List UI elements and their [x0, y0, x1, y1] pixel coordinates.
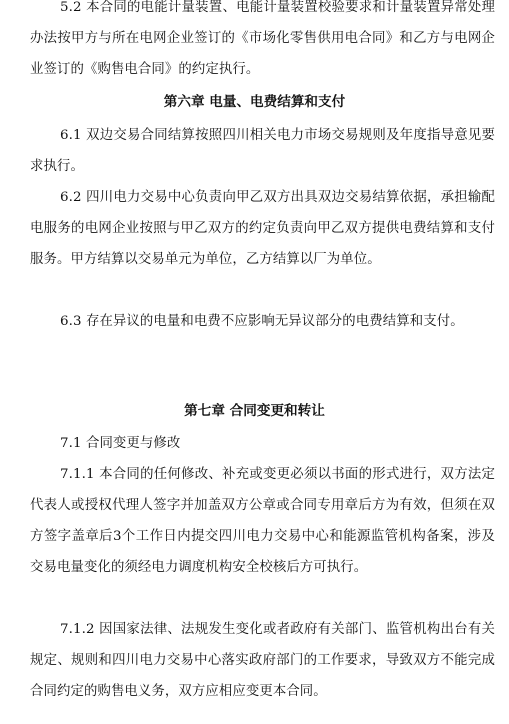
clause-7-1-1: 7.1.1 本合同的任何修改、补充或变更必须以书面的形式进行，双方法定代表人或授权代理人签字并加盖双方公章或合同专用章后方为有效，但须在双方签字盖章后3个工作日内提交四川电力交易中心和能源监管机构备案，涉及交易电量变化的须经电力调度机构安全校核后方可执行。	[30, 467, 495, 575]
clause-6-3: 6.3 存在异议的电量和电费不应影响无异议部分的电费结算和支付。	[60, 314, 464, 329]
chapter-6-heading: 第六章 电量、电费结算和支付	[163, 94, 346, 110]
clause-5-2: 5.2 本合同的电能计量装置、电能计量装置校验要求和计量装置异常处理办法按甲方与所在电网企业签订的《市场化零售供用电合同》和乙方与电网企业签订的《购售电合同》的约定执行。	[30, 0, 495, 77]
clause-6-2: 6.2 四川电力交易中心负责向甲乙双方出具双边交易结算依据，承担输配电服务的电网企业按照与甲乙双方的约定负责向甲乙双方提供电费结算和支付服务。甲方结算以交易单元为单位，乙方结算以厂为单位。	[30, 190, 495, 267]
clause-7-1: 7.1 合同变更与修改	[60, 436, 181, 451]
clause-7-1-2: 7.1.2 因国家法律、法规发生变化或者政府有关部门、监管机构出台有关规定、规则和四川电力交易中心落实政府部门的工作要求，导致双方不能完成合同约定的购售电义务，双方应相应变更本合同。	[30, 622, 495, 699]
clause-6-1: 6.1 双边交易合同结算按照四川相关电力市场交易规则及年度指导意见要求执行。	[30, 128, 495, 174]
chapter-7-heading: 第七章 合同变更和转让	[184, 403, 325, 419]
